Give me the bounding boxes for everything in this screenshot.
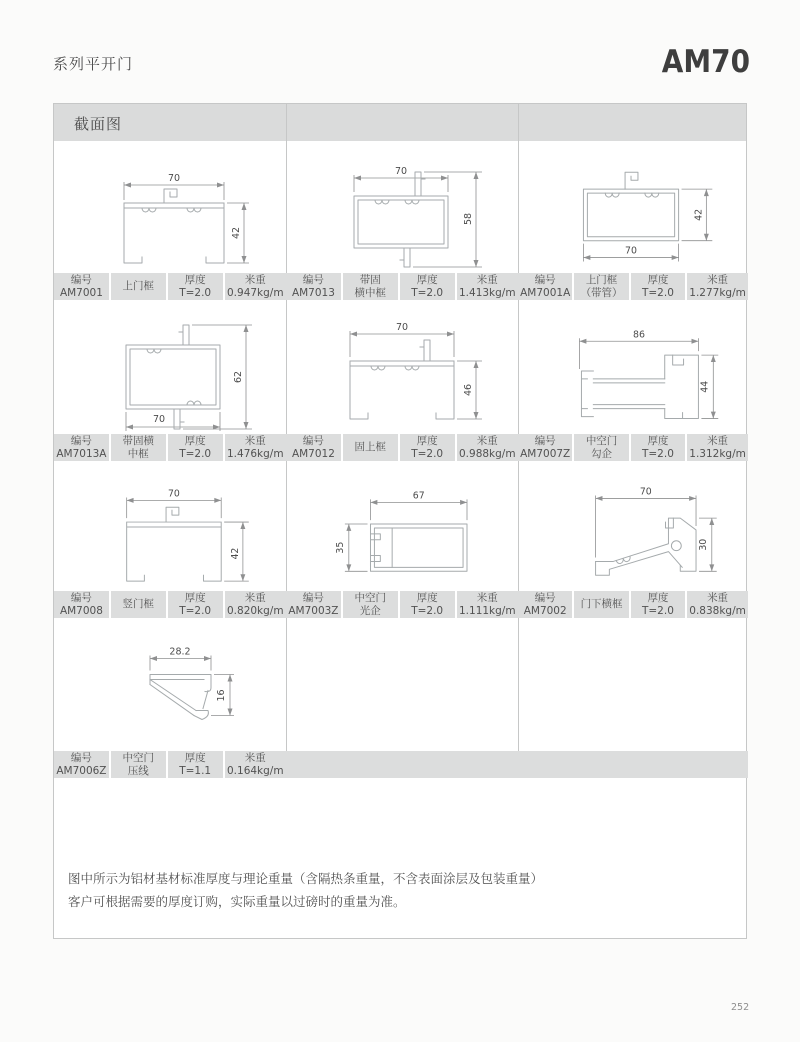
profile-cell-am7007z	[518, 300, 748, 461]
spec-thickness: 厚度 T=2.0	[400, 273, 455, 300]
section-table	[53, 103, 747, 939]
spec-weight: 米重 1.111kg/m	[457, 591, 518, 618]
dim-width: 70	[167, 488, 180, 500]
spec-row	[518, 591, 748, 618]
spec-code: 编号 AM7008	[54, 591, 109, 618]
cross-section-drawing	[54, 300, 286, 434]
spec-name: 中空门 勾企	[574, 434, 628, 461]
cross-section-drawing	[518, 141, 748, 273]
dim-height: 58	[463, 212, 474, 226]
profile-cell-am7001	[54, 141, 286, 300]
spec-code: 编号 AM7013	[286, 273, 341, 300]
spec-row	[54, 751, 286, 778]
cross-section-drawing	[518, 461, 748, 591]
dim-width: 70	[625, 245, 638, 257]
spec-weight: 米重 0.988kg/m	[457, 434, 518, 461]
profile-cell-am7012	[286, 300, 518, 461]
dim-height: 16	[216, 689, 227, 702]
profile-cell-am7008	[54, 461, 286, 618]
cross-section-drawing	[286, 300, 518, 434]
spec-name: 固上框	[343, 434, 398, 461]
spec-thickness: 厚度 T=2.0	[400, 591, 455, 618]
dim-width: 67	[412, 490, 425, 502]
dim-width: 70	[167, 173, 181, 184]
spec-weight: 米重 0.838kg/m	[687, 591, 748, 618]
series-code: AM70	[661, 44, 750, 80]
spec-row	[286, 591, 518, 618]
spec-row	[518, 273, 748, 300]
profile-cell-am7006z	[54, 618, 286, 778]
dim-height: 46	[463, 383, 474, 397]
spec-row	[54, 591, 286, 618]
dim-height: 30	[697, 538, 709, 551]
cross-section-drawing	[286, 461, 518, 591]
dim-height: 35	[334, 541, 346, 554]
spec-row	[286, 434, 518, 461]
spec-thickness: 厚度 T=2.0	[400, 434, 455, 461]
empty-spec-row	[518, 751, 748, 778]
spec-row	[54, 434, 286, 461]
spec-code: 编号 AM7012	[286, 434, 341, 461]
spec-name: 上门框	[111, 273, 166, 300]
spec-weight: 米重 1.476kg/m	[225, 434, 286, 461]
profile-cell-am7001a	[518, 141, 748, 300]
dim-height: 62	[233, 370, 244, 384]
spec-thickness: 厚度 T=2.0	[631, 591, 685, 618]
footnote	[68, 867, 543, 913]
dim-width: 28.2	[169, 646, 191, 658]
dim-height: 44	[699, 380, 711, 393]
spec-row	[518, 434, 748, 461]
spec-name: 竖门框	[111, 591, 166, 618]
spec-code: 编号 AM7001	[54, 273, 109, 300]
spec-name: 中空门 压线	[111, 751, 166, 778]
profile-cell-am7003z	[286, 461, 518, 618]
cross-section-drawing	[54, 618, 286, 751]
spec-thickness: 厚度 T=2.0	[168, 273, 223, 300]
spec-name: 带固横 中框	[111, 434, 166, 461]
spec-name: 门下横框	[574, 591, 628, 618]
cross-section-drawing	[518, 300, 748, 434]
dim-width: 70	[394, 166, 408, 177]
spec-row	[54, 273, 286, 300]
spec-code: 编号 AM7001A	[518, 273, 572, 300]
footnote-line-1: 图中所示为铝材基材标准厚度与理论重量（含隔热条重量，不含表面涂层及包装重量）	[68, 871, 544, 886]
spec-thickness: 厚度 T=2.0	[631, 273, 685, 300]
spec-weight: 米重 0.164kg/m	[225, 751, 286, 778]
spec-name: 中空门 光企	[343, 591, 398, 618]
spec-weight: 米重 1.277kg/m	[687, 273, 748, 300]
dim-height: 42	[229, 547, 241, 560]
spec-thickness: 厚度 T=2.0	[631, 434, 685, 461]
dim-height: 42	[231, 226, 242, 240]
profile-cell-am7013a	[54, 300, 286, 461]
spec-thickness: 厚度 T=2.0	[168, 434, 223, 461]
cross-section-drawing	[54, 141, 286, 273]
profile-cell-am7002	[518, 461, 748, 618]
spec-code: 编号 AM7013A	[54, 434, 109, 461]
spec-weight: 米重 0.947kg/m	[225, 273, 286, 300]
spec-code: 编号 AM7002	[518, 591, 572, 618]
spec-thickness: 厚度 T=1.1	[168, 751, 223, 778]
dim-width: 70	[395, 322, 409, 333]
spec-code: 编号 AM7006Z	[54, 751, 109, 778]
dim-width: 70	[639, 486, 652, 498]
spec-name: 上门框 （带管）	[574, 273, 628, 300]
series-title: 系列平开门	[53, 55, 134, 73]
dim-width: 86	[632, 329, 645, 341]
spec-row	[286, 273, 518, 300]
profile-cell-am7013	[286, 141, 518, 300]
spec-weight: 米重 1.312kg/m	[687, 434, 748, 461]
spec-code: 编号 AM7007Z	[518, 434, 572, 461]
footnote-line-2: 客户可根据需要的厚度订购，实际重量以过磅时的重量为准。	[68, 894, 406, 909]
cross-section-drawing	[286, 141, 518, 273]
cross-section-drawing	[54, 461, 286, 591]
spec-code: 编号 AM7003Z	[286, 591, 341, 618]
section-header-label: 截面图	[74, 115, 123, 133]
spec-thickness: 厚度 T=2.0	[168, 591, 223, 618]
dim-width: 70	[152, 414, 166, 425]
dim-height: 42	[693, 208, 705, 221]
page-number: 252	[731, 1002, 750, 1013]
spec-weight: 米重 0.820kg/m	[225, 591, 286, 618]
empty-spec-row	[286, 751, 518, 778]
spec-name: 带固 横中框	[343, 273, 398, 300]
spec-weight: 米重 1.413kg/m	[457, 273, 518, 300]
table-header-row	[54, 104, 746, 141]
